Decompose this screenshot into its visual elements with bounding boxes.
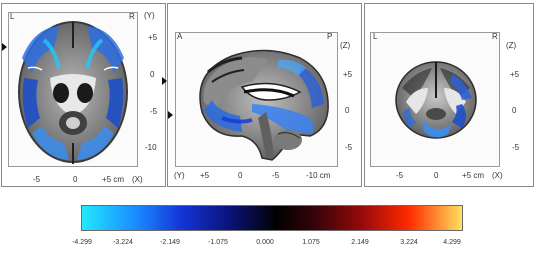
sagittal-x-tick: -10 cm — [306, 171, 331, 180]
axial-y-tick: 0 — [150, 70, 155, 79]
colorbar-tick-label: 1.075 — [302, 239, 320, 246]
axial-y-tick: -5 — [150, 107, 158, 116]
coronal-x-tick: 0 — [434, 171, 439, 180]
colorbar-tick-label: -4.299 — [72, 239, 92, 246]
coronal-z-tick: +5 — [510, 70, 520, 79]
colorbar-gradient — [81, 205, 463, 231]
coronal-x-tick: (X) — [492, 171, 503, 180]
axial-slice-marker-icon[interactable] — [2, 43, 7, 51]
sagittal-z-tick: -5 — [345, 143, 353, 152]
sagittal-z-tick: 0 — [345, 106, 350, 115]
axial-x-tick: 0 — [73, 175, 78, 184]
colorbar-tick-label: 3.224 — [400, 239, 418, 246]
sagittal-posterior-label: P — [327, 32, 333, 41]
axial-brain-image — [14, 18, 132, 166]
axial-x-tick: -5 — [33, 175, 41, 184]
coronal-z-tick: 0 — [512, 106, 517, 115]
coronal-brain-image — [392, 58, 480, 142]
axial-left-label: L — [10, 12, 15, 21]
sagittal-z-axis-label: (Z) — [340, 41, 351, 50]
sagittal-x-tick: -5 — [272, 171, 280, 180]
colorbar-tick-label: 2.149 — [351, 239, 369, 246]
colorbar-tick-label: 4.299 — [443, 239, 461, 246]
axial-x-tick: +5 cm — [102, 175, 125, 184]
axial-y-tick: +5 — [148, 33, 158, 42]
sagittal-anterior-label: A — [177, 32, 183, 41]
coronal-right-label: R — [492, 32, 498, 41]
colorbar-tick-label: -2.149 — [160, 239, 180, 246]
coronal-left-label: L — [373, 32, 378, 41]
sagittal-slice-marker-icon[interactable] — [168, 111, 173, 119]
colorbar-tick-label: -1.075 — [208, 239, 228, 246]
coronal-x-tick: -5 — [396, 171, 404, 180]
axial-right-label: R — [129, 12, 135, 21]
axial-x-tick: (X) — [132, 175, 143, 184]
colorbar-tick-label: 0.000 — [256, 239, 274, 246]
sagittal-z-tick: +5 — [343, 70, 353, 79]
coronal-z-axis-label: (Z) — [506, 41, 517, 50]
colorbar-tick-label: -3.224 — [113, 239, 133, 246]
axial-y-axis-label: (Y) — [144, 11, 155, 20]
axial-y-tick: -10 — [145, 143, 157, 152]
sagittal-brain-image — [182, 42, 336, 166]
coronal-z-tick: -5 — [512, 143, 520, 152]
sagittal-y-axis-label: (Y) — [174, 171, 185, 180]
sagittal-x-tick: +5 — [200, 171, 210, 180]
coronal-x-tick: +5 cm — [462, 171, 485, 180]
sagittal-x-tick: 0 — [238, 171, 243, 180]
